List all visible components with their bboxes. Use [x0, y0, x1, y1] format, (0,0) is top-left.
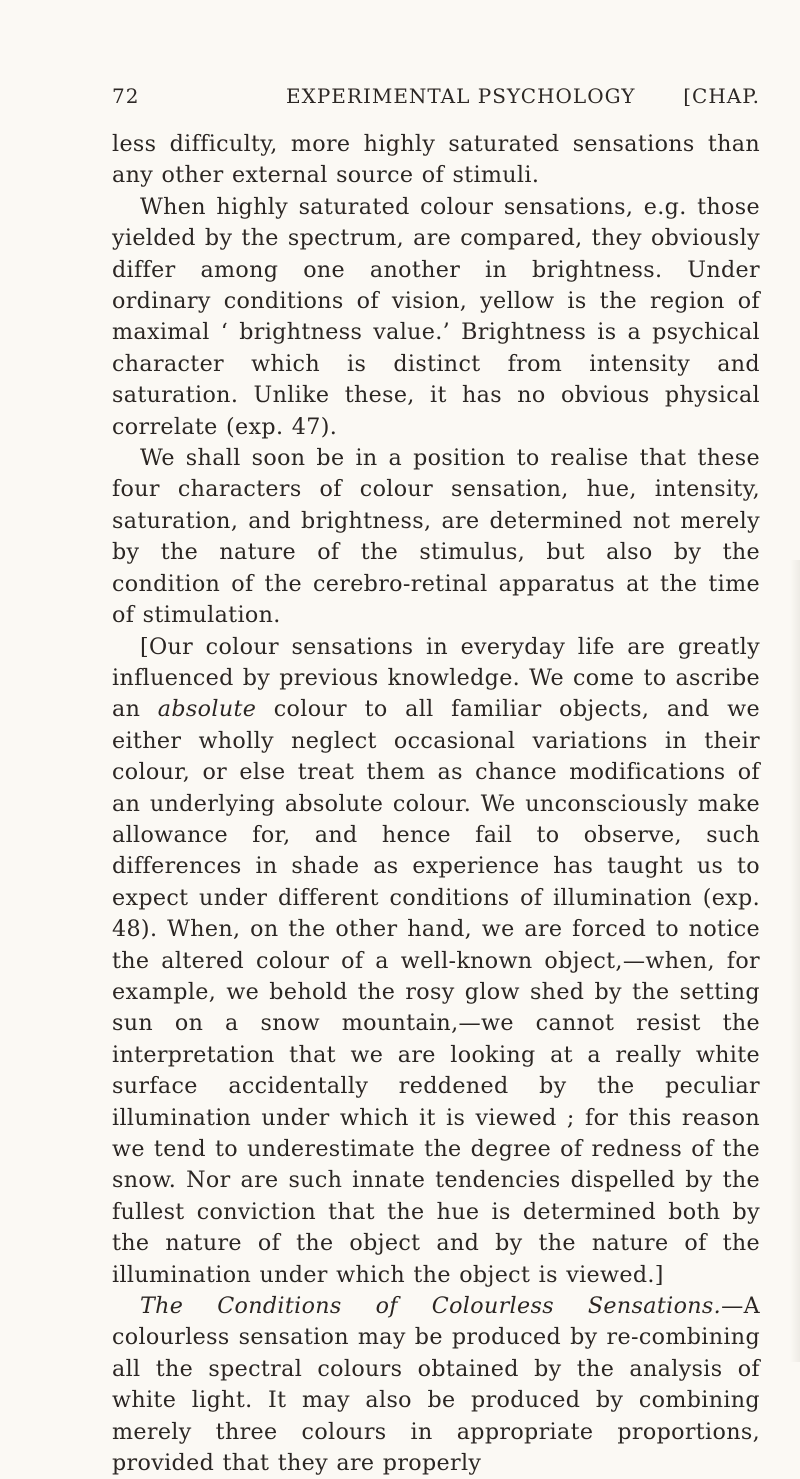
- paragraph-everyday-colour-rest: colour to all familiar objects, and we either wholly neglect occasional variations in their colour, or else treat them as chance modifications of an underlying absolute colour. We unconsciously make allowance for, and hence fail to observe, such differences in shade as experience has taught us to expect under different conditions of illumination (exp. 48). When, on the other hand, we are forced to notice the altered colour of a well-known object,—when, for example, we behold the rosy glow shed by the setting sun on a snow mountain,—we cannot resist the interpretation that we are looking at a really white surface accidentally reddened by the peculiar illumination under which it is viewed ; for this reason we tend to underestimate the degree of redness of the snow. Nor are such innate tendencies dispelled by the fullest conviction that the hue is determined both by the nature of the object and by the nature of the illumination under which the object is viewed.]: [112, 696, 760, 1288]
- italic-absolute: absolute: [157, 696, 257, 723]
- paragraph-colourless: [112, 1291, 760, 1479]
- section-heading-colourless: The Conditions of Colourless Sensations.: [140, 1293, 722, 1320]
- body-text: [112, 129, 760, 1479]
- running-head: [112, 84, 760, 114]
- chapter-mark: [CHAP.: [683, 84, 760, 108]
- paragraph-colourless-text: —A colourless sensation may be produced by re-combining all the spectral colours obtained by the analysis of white light. It may also be produced by combining merely three colours in appropriate proportions, provided that they are properly: [112, 1293, 760, 1477]
- page-edge-shadow: [790, 560, 800, 1362]
- page-number: 72: [112, 84, 140, 108]
- paragraph-four-characters: We shall soon be in a position to realise that these four characters of colour sensation, hue, intensity, saturation, and brightness, are determined not merely by the nature of the stimulus, but also by the condition of the cerebro-retinal apparatus at the time of stimulation.: [112, 445, 760, 629]
- paragraph-brightness: [112, 192, 760, 443]
- running-title: EXPERIMENTAL PSYCHOLOGY: [286, 84, 636, 108]
- paragraph-brightness-text: When highly saturated colour sensations, e.g. those yielded by the spectrum, are compared, they obviously differ among one another in brightness. Under ordinary conditions of vision, yellow is the region of maximal ‘ brightness value.’ Brightness is a psychical character which is distinct from intensity and saturation. Unlike these, it has no obvious physical correlate (exp. 47).: [112, 193, 760, 440]
- paragraph-everyday-colour-start: [Our colour sensations in everyday life are greatly influenced by previous knowledge. We come to ascribe an: [112, 633, 760, 723]
- paragraph-continuation: less difficulty, more highly saturated sensations than any other external source of stimuli.: [112, 131, 760, 189]
- paragraph-everyday-colour: [112, 632, 760, 1292]
